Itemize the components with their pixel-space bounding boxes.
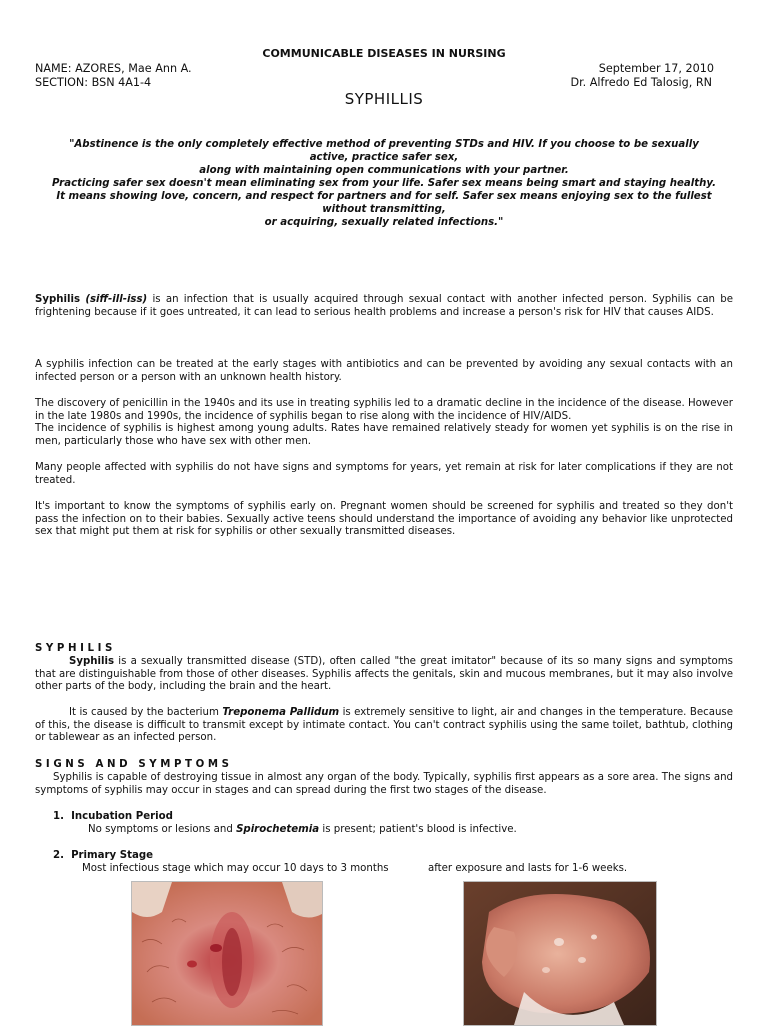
lesion-image-1: [132, 882, 322, 1025]
organism-name: Treponema Pallidum: [222, 707, 340, 718]
list-item-2-desc-a: Most infectious stage which may occur 10 days to 3 months: [82, 863, 389, 874]
intro-paragraph-5: [35, 501, 733, 539]
list-item-title: Incubation Period: [71, 811, 173, 822]
syphilis-p2-text-b: is extremely sensitive to light, air and changes in the temperature. Because of this, the disease is difficult to transmit except by intimate contact. You can't contract syphilis using the same toilet, bathtub, clothing or tablewear as an infected person.: [35, 707, 733, 744]
instructor-name: Dr. Alfredo Ed Talosig, RN: [570, 76, 712, 89]
section-heading-signs: SIGNS AND SYMPTOMS: [35, 759, 233, 770]
intro-paragraph-3: [35, 398, 733, 448]
quote-line: Practicing safer sex doesn't mean eliminating sex from your life. Safer sex means being smart and staying healthy.: [52, 178, 716, 189]
list-item-number: 1.: [53, 811, 64, 822]
section-heading-syphilis: SYPHILIS: [35, 643, 116, 654]
syphilis-paragraph-1: [35, 656, 733, 694]
list-item-title: Primary Stage: [71, 850, 154, 861]
intro-p2-text: A syphilis infection can be treated at the early stages with antibiotics and can be prevented by avoiding any sexual contacts with an infected person or a person with an unknown health history.: [35, 359, 733, 383]
quote-line: or acquiring, sexually related infections.": [264, 217, 504, 228]
list-item-1-desc: [88, 824, 517, 837]
primary-stage-photo-2: [463, 881, 657, 1026]
intro-paragraph-4: [35, 462, 733, 487]
student-section: SECTION: BSN 4A1-4: [35, 76, 152, 89]
intro-p1-text: is an infection that is usually acquired through sexual contact with another infected person. Syphilis can be frightening because if it goes untreated, it can lead to serious health problems and increase a person's risk for HIV that causes AIDS.: [35, 294, 733, 318]
student-name: NAME: AZORES, Mae Ann A.: [35, 62, 192, 75]
quote-line: "Abstinence is the only completely effective method of preventing STDs and HIV. If you choose to be sexually: [69, 139, 699, 150]
intro-term: Syphilis: [35, 294, 81, 305]
list-item-1-title: [53, 811, 173, 824]
lesion-image-2: [464, 882, 656, 1025]
document-date: September 17, 2010: [598, 62, 714, 75]
primary-stage-photo-1: [131, 881, 323, 1026]
quote-line: It means showing love, concern, and respect for partners and for self. Safer sex means enjoying sex to the fullest: [56, 191, 712, 202]
intro-pronunciation: (siff-ill-iss): [85, 294, 148, 305]
syphilis-term: Syphilis: [69, 656, 115, 667]
syphilis-p1-text: is a sexually transmitted disease (STD), often called "the great imitator" because of its so many signs and symptoms that are distinguishable from those of other diseases. Syphilis affects the genitals, skin and mucous membranes, but it may also involve other parts of the body, including the brain and the heart.: [35, 656, 733, 693]
intro-p4-text: Many people affected with syphilis do not have signs and symptoms for years, yet remain at risk for later complications if they are not treated.: [35, 462, 733, 486]
syphilis-paragraph-2: [35, 707, 733, 745]
quote-line: without transmitting,: [322, 204, 446, 215]
quote-line: along with maintaining open communications with your partner.: [199, 165, 569, 176]
signs-paragraph: [35, 772, 733, 797]
incubation-desc-a: No symptoms or lesions and: [88, 824, 237, 835]
intro-paragraph-1: [35, 294, 733, 319]
intro-paragraph-2: [35, 359, 733, 384]
incubation-desc-b: is present; patient's blood is infective.: [319, 824, 517, 835]
spirochetemia-term: Spirochetemia: [236, 824, 320, 835]
syphilis-p2-text-a: It is caused by the bacterium: [69, 707, 223, 718]
page-title: SYPHILLIS: [344, 90, 424, 108]
list-item-number: 2.: [53, 850, 64, 861]
course-title: COMMUNICABLE DISEASES IN NURSING: [262, 47, 506, 60]
intro-p5-text: It's important to know the symptoms of syphilis early on. Pregnant women should be screened for syphilis and treated so they don't pass the infection on to their babies. Sexually active teens should understand the importance of avoiding any behavior like unprotected sex that might put them at risk for syphilis or other sexually transmitted diseases.: [35, 501, 733, 538]
quote-line: active, practice safer sex,: [309, 152, 459, 163]
list-item-2-desc-b: after exposure and lasts for 1-6 weeks.: [428, 863, 628, 874]
abstinence-quote: [28, 138, 740, 229]
signs-p1-text: Syphilis is capable of destroying tissue in almost any organ of the body. Typically, syphilis first appears as a sore area. The signs and symptoms of syphilis may occur in stages and can spread during the first two stages of the disease.: [35, 772, 733, 796]
list-item-2-title: [53, 850, 153, 863]
intro-p3a-text: The discovery of penicillin in the 1940s and its use in treating syphilis led to a dramatic decline in the incidence of the disease. However in the late 1980s and 1990s, the incidence of syphilis began to rise along with the incidence of HIV/AIDS.: [35, 398, 733, 422]
intro-p3b-text: The incidence of syphilis is highest among young adults. Rates have remained relatively steady for women yet syphilis is on the rise in men, particularly those who have sex with other men.: [35, 423, 733, 447]
